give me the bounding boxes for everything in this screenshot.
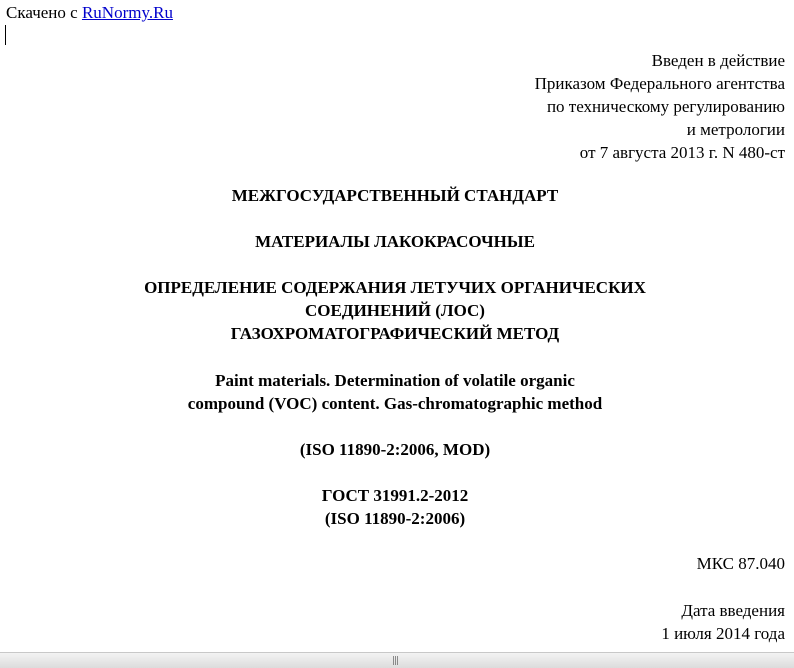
russian-title-line: СОЕДИНЕНИЙ (ЛОС) xyxy=(305,301,485,320)
approval-line: Приказом Федерального агентства xyxy=(534,74,785,93)
gost-number: ГОСТ 31991.2-2012 xyxy=(321,486,469,505)
gost-designation xyxy=(0,484,790,530)
intro-date-value: 1 июля 2014 года xyxy=(661,624,785,643)
approval-line: от 7 августа 2013 г. N 480-ст xyxy=(579,143,785,162)
horizontal-scrollbar[interactable] xyxy=(0,652,794,668)
approval-line: и метрологии xyxy=(686,120,785,139)
approval-block xyxy=(535,49,785,164)
subject-heading: МАТЕРИАЛЫ ЛАКОКРАСОЧНЫЕ xyxy=(255,232,535,251)
approval-line: Введен в действие xyxy=(651,51,785,70)
source-link[interactable]: RuNormy.Ru xyxy=(81,3,173,22)
approval-line: по техническому регулированию xyxy=(546,97,785,116)
english-title-line: Paint materials. Determination of volatile organic xyxy=(215,371,575,390)
text-cursor xyxy=(5,25,6,45)
scrollbar-grip-icon[interactable]: ||| xyxy=(391,656,399,666)
mks-code: МКС 87.040 xyxy=(696,554,785,573)
english-title xyxy=(0,369,790,415)
intro-date-label: Дата введения xyxy=(681,601,785,620)
russian-title-line: ГАЗОХРОМАТОГРАФИЧЕСКИЙ МЕТОД xyxy=(230,324,560,343)
standard-type-heading: МЕЖГОСУДАРСТВЕННЫЙ СТАНДАРТ xyxy=(231,186,559,205)
iso-reference: (ISO 11890-2:2006) xyxy=(324,509,466,528)
russian-title xyxy=(0,276,790,345)
russian-title-line: ОПРЕДЕЛЕНИЕ СОДЕРЖАНИЯ ЛЕТУЧИХ ОРГАНИЧЕСКИХ xyxy=(144,278,646,297)
source-line xyxy=(6,3,173,23)
source-prefix: Скачено с xyxy=(6,3,82,22)
iso-mod-reference: (ISO 11890-2:2006, MOD) xyxy=(299,440,491,459)
english-title-line: compound (VOC) content. Gas-chromatographic method xyxy=(187,394,603,413)
